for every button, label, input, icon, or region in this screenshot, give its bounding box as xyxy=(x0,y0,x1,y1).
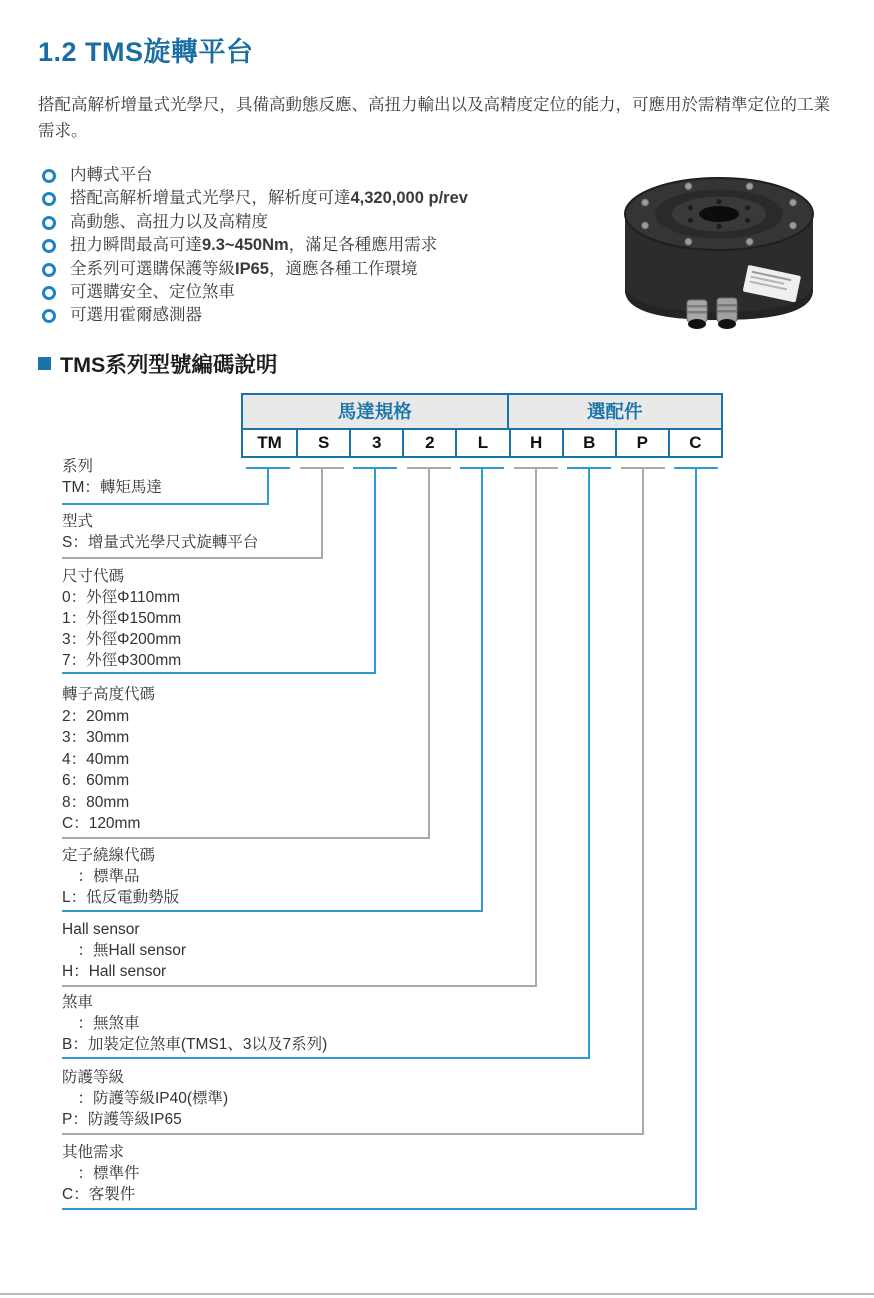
code-connector-line xyxy=(321,467,323,559)
product-photo-tms-motor xyxy=(595,162,843,338)
legend-item: 4：40mm xyxy=(62,750,130,768)
circle-bullet-icon xyxy=(42,239,56,253)
legend-label: 轉子高度代碼 xyxy=(62,686,156,703)
legend-underline xyxy=(62,910,483,912)
code-cell: 3 xyxy=(349,430,402,456)
code-connector-line xyxy=(374,467,376,674)
legend-item: ：防護等級IP40(標準) xyxy=(62,1090,229,1107)
code-cell: B xyxy=(562,430,615,456)
code-cell: H xyxy=(509,430,562,456)
legend-label: 其他需求 xyxy=(62,1144,125,1161)
legend-section-stator-winding xyxy=(62,845,179,908)
legend-item: ：無Hall sensor xyxy=(62,942,187,959)
legend-section-size-code xyxy=(62,566,181,671)
code-connector-line xyxy=(642,467,644,1135)
intro-paragraph: 搭配高解析增量式光學尺，具備高動態反應、高扭力輸出以及高精度定位的能力，可應用於需精準定位的工業需求。 xyxy=(38,96,830,140)
legend-item: P：防護等級IP65 xyxy=(62,1111,182,1128)
legend-label: Hall sensor xyxy=(62,921,140,938)
feature-text: 高動態、高扭力以及高精度 xyxy=(70,212,268,231)
code-connector-line xyxy=(588,467,590,1059)
legend-underline xyxy=(62,985,537,987)
coding-section-header xyxy=(38,348,277,379)
section-number: 1.2 xyxy=(38,37,78,67)
legend-item: C：120mm xyxy=(62,815,141,832)
code-cell: L xyxy=(455,430,508,456)
circle-bullet-icon xyxy=(42,263,56,277)
group-header-options: 選配件 xyxy=(509,395,721,430)
legend-section-rotor-height xyxy=(62,684,155,835)
table-code-row xyxy=(243,430,721,456)
legend-item: ：標準品 xyxy=(62,868,140,885)
legend-label: 尺寸代碼 xyxy=(62,568,125,585)
legend-underline xyxy=(62,672,376,674)
legend-underline xyxy=(62,503,269,505)
legend-underline xyxy=(62,557,323,559)
code-cell: P xyxy=(615,430,668,456)
code-connector-line xyxy=(267,467,269,505)
legend-item: 3：30mm xyxy=(62,729,130,746)
page-title xyxy=(38,30,254,69)
legend-underline xyxy=(62,837,430,839)
legend-section-type xyxy=(62,511,258,553)
feature-text: 内轉式平台 xyxy=(70,166,153,184)
legend-item: S：增量式光學尺式旋轉平台 xyxy=(62,534,259,551)
legend-item: 1：外徑Φ150mm xyxy=(62,610,182,627)
feature-text: 搭配高解析增量式光學尺，解析度可達4,320,000 p/rev xyxy=(70,189,468,208)
table-header-row xyxy=(243,395,721,430)
legend-item: B：加裝定位煞車(TMS1、3以及7系列) xyxy=(62,1036,328,1053)
legend-section-other xyxy=(62,1142,140,1205)
code-cell: TM xyxy=(243,430,296,456)
list-item xyxy=(40,234,468,257)
circle-bullet-icon xyxy=(42,309,56,323)
feature-text: 可選用霍爾感測器 xyxy=(70,306,202,325)
feature-list xyxy=(40,164,468,328)
model-code-table xyxy=(241,393,723,458)
legend-underline xyxy=(62,1208,697,1210)
legend-label: 系列 xyxy=(62,458,94,475)
blue-square-bullet-icon xyxy=(38,357,51,370)
legend-item: H：Hall sensor xyxy=(62,963,167,980)
legend-item: ：無煞車 xyxy=(62,1015,140,1032)
legend-label: 防護等級 xyxy=(62,1069,125,1086)
legend-item: 6：60mm xyxy=(62,772,130,789)
code-cell: 2 xyxy=(402,430,455,456)
section-title-text: TMS旋轉平台 xyxy=(85,37,254,67)
circle-bullet-icon xyxy=(42,192,56,206)
legend-item: L：低反電動勢版 xyxy=(62,889,180,906)
code-connector-line xyxy=(481,467,483,912)
legend-underline xyxy=(62,1133,644,1135)
legend-section-brake xyxy=(62,992,327,1055)
code-connector-line xyxy=(428,467,430,839)
legend-item: C：客製件 xyxy=(62,1186,136,1203)
code-connector-line xyxy=(695,467,697,1210)
list-item xyxy=(40,281,468,304)
coding-section-title: TMS系列型號編碼說明 xyxy=(60,353,278,377)
legend-label: 煞車 xyxy=(62,994,94,1011)
legend-section-hall-sensor xyxy=(62,919,186,982)
legend-section-series xyxy=(62,456,162,498)
feature-text: 扭力瞬間最高可達9.3~450Nm，滿足各種應用需求 xyxy=(70,236,438,255)
circle-bullet-icon xyxy=(42,169,56,183)
code-connector-line xyxy=(535,467,537,987)
legend-item: 2：20mm xyxy=(62,707,130,725)
code-cell: S xyxy=(296,430,349,456)
legend-item: 3：外徑Φ200mm xyxy=(62,631,182,648)
footer-divider xyxy=(0,1293,874,1295)
list-item xyxy=(40,187,468,210)
legend-item: 0：外徑Φ110mm xyxy=(62,589,181,606)
code-cell: C xyxy=(668,430,721,456)
legend-item: 7：外徑Φ300mm xyxy=(62,652,182,669)
list-item xyxy=(40,258,468,281)
feature-text: 可選購安全、定位煞車 xyxy=(70,283,235,302)
circle-bullet-icon xyxy=(42,216,56,230)
legend-label: 定子繞線代碼 xyxy=(62,847,156,864)
legend-item: TM：轉矩馬達 xyxy=(62,479,162,496)
feature-text: 全系列可選購保護等級IP65，適應各種工作環境 xyxy=(70,259,418,278)
list-item xyxy=(40,164,468,187)
legend-underline xyxy=(62,1057,590,1059)
circle-bullet-icon xyxy=(42,286,56,300)
list-item xyxy=(40,211,468,234)
legend-item: ：標準件 xyxy=(62,1165,140,1182)
legend-label: 型式 xyxy=(62,513,94,530)
legend-section-protection xyxy=(62,1067,228,1130)
list-item xyxy=(40,304,468,327)
group-header-motor-spec: 馬達規格 xyxy=(243,395,509,430)
legend-item: 8：80mm xyxy=(62,793,130,811)
